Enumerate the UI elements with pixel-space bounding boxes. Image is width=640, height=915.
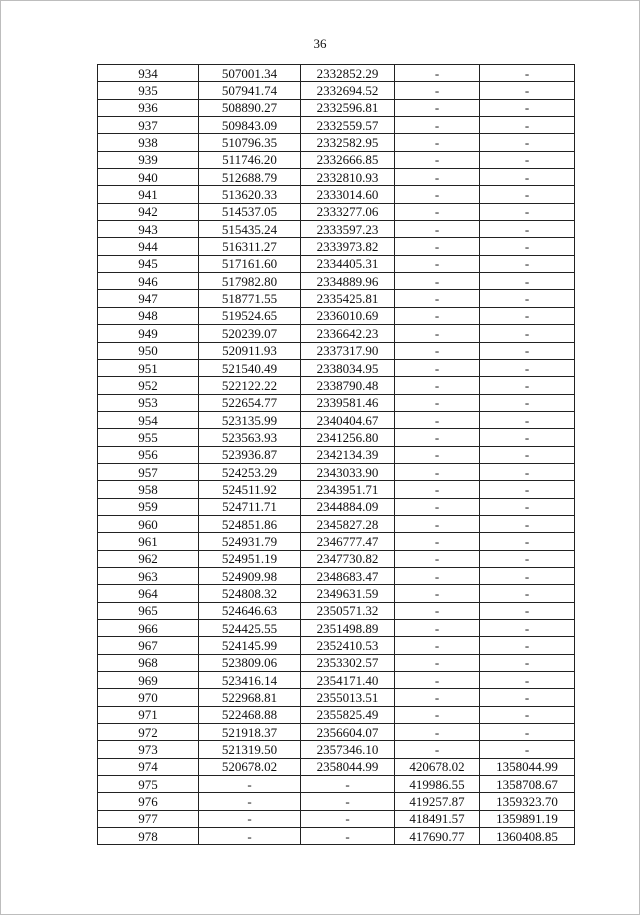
coord-x2-cell: - <box>395 498 480 515</box>
coord-x1-cell: 517161.60 <box>199 255 301 272</box>
point-number-cell: 934 <box>98 65 199 82</box>
coord-y1-cell: 2345827.28 <box>301 515 395 532</box>
coord-y2-cell: - <box>480 672 575 689</box>
coord-x1-cell: - <box>199 776 301 793</box>
point-number-cell: 937 <box>98 117 199 134</box>
coord-x1-cell: - <box>199 828 301 845</box>
coord-y2-cell: - <box>480 689 575 706</box>
point-number-cell: 953 <box>98 394 199 411</box>
coord-x2-cell: - <box>395 637 480 654</box>
coord-x2-cell: - <box>395 290 480 307</box>
table-row <box>98 446 575 463</box>
coord-x2-cell: - <box>395 672 480 689</box>
coord-x2-cell: - <box>395 273 480 290</box>
point-number-cell: 956 <box>98 446 199 463</box>
table-row <box>98 550 575 567</box>
point-number-cell: 938 <box>98 134 199 151</box>
point-number-cell: 966 <box>98 620 199 637</box>
point-number-cell: 944 <box>98 238 199 255</box>
point-number-cell: 946 <box>98 273 199 290</box>
coord-y2-cell: - <box>480 238 575 255</box>
coord-y1-cell: - <box>301 828 395 845</box>
coord-y2-cell: - <box>480 481 575 498</box>
table-row <box>98 758 575 775</box>
coord-y1-cell: 2339581.46 <box>301 394 395 411</box>
point-number-cell: 957 <box>98 463 199 480</box>
table-row <box>98 567 575 584</box>
coord-x1-cell: 516311.27 <box>199 238 301 255</box>
coord-x1-cell: 515435.24 <box>199 221 301 238</box>
point-number-cell: 965 <box>98 602 199 619</box>
coord-y1-cell: 2343033.90 <box>301 463 395 480</box>
coord-x2-cell: - <box>395 533 480 550</box>
coord-x2-cell: - <box>395 654 480 671</box>
coord-x2-cell: - <box>395 481 480 498</box>
coord-x2-cell: - <box>395 65 480 82</box>
coord-y2-cell: - <box>480 706 575 723</box>
table-row <box>98 637 575 654</box>
coord-x1-cell: 522122.22 <box>199 377 301 394</box>
coord-y1-cell: 2355825.49 <box>301 706 395 723</box>
point-number-cell: 954 <box>98 411 199 428</box>
coord-x2-cell: - <box>395 325 480 342</box>
coord-x2-cell: - <box>395 446 480 463</box>
table-row <box>98 117 575 134</box>
coord-y1-cell: 2334889.96 <box>301 273 395 290</box>
coord-y2-cell: - <box>480 325 575 342</box>
coord-y1-cell: 2350571.32 <box>301 602 395 619</box>
coord-x1-cell: 524951.19 <box>199 550 301 567</box>
coord-x1-cell: 507001.34 <box>199 65 301 82</box>
coord-x1-cell: 524909.98 <box>199 567 301 584</box>
coord-x2-cell: - <box>395 550 480 567</box>
coord-y2-cell: 1358044.99 <box>480 758 575 775</box>
point-number-cell: 943 <box>98 221 199 238</box>
point-number-cell: 971 <box>98 706 199 723</box>
point-number-cell: 952 <box>98 377 199 394</box>
coord-x1-cell: 524646.63 <box>199 602 301 619</box>
coord-y2-cell: - <box>480 273 575 290</box>
table-row <box>98 585 575 602</box>
coord-x2-cell: - <box>395 169 480 186</box>
point-number-cell: 935 <box>98 82 199 99</box>
point-number-cell: 936 <box>98 99 199 116</box>
table-row <box>98 238 575 255</box>
coord-x1-cell: 523809.06 <box>199 654 301 671</box>
coord-y2-cell: - <box>480 533 575 550</box>
coord-y1-cell: 2332852.29 <box>301 65 395 82</box>
coord-x2-cell: 419986.55 <box>395 776 480 793</box>
coord-y2-cell: - <box>480 654 575 671</box>
table-row <box>98 810 575 827</box>
table-row <box>98 741 575 758</box>
coord-y1-cell: 2336010.69 <box>301 307 395 324</box>
point-number-cell: 963 <box>98 567 199 584</box>
coord-x2-cell: - <box>395 151 480 168</box>
coord-y2-cell: - <box>480 394 575 411</box>
coord-y1-cell: 2333973.82 <box>301 238 395 255</box>
coord-x1-cell: 524511.92 <box>199 481 301 498</box>
coord-x2-cell: - <box>395 602 480 619</box>
table-row <box>98 342 575 359</box>
point-number-cell: 973 <box>98 741 199 758</box>
coord-y1-cell: 2344884.09 <box>301 498 395 515</box>
table-row <box>98 411 575 428</box>
coord-x2-cell: - <box>395 117 480 134</box>
coord-y1-cell: 2341256.80 <box>301 429 395 446</box>
point-number-cell: 961 <box>98 533 199 550</box>
coord-x1-cell: 523416.14 <box>199 672 301 689</box>
coord-x1-cell: 512688.79 <box>199 169 301 186</box>
coord-x2-cell: - <box>395 515 480 532</box>
coord-y1-cell: 2335425.81 <box>301 290 395 307</box>
table-row <box>98 828 575 845</box>
coord-x1-cell: 524253.29 <box>199 463 301 480</box>
table-row <box>98 793 575 810</box>
table-row <box>98 359 575 376</box>
table-row <box>98 377 575 394</box>
table-row <box>98 151 575 168</box>
coord-x1-cell: 524808.32 <box>199 585 301 602</box>
coord-y2-cell: - <box>480 151 575 168</box>
table-row <box>98 255 575 272</box>
point-number-cell: 967 <box>98 637 199 654</box>
coord-x2-cell: - <box>395 82 480 99</box>
coord-y1-cell: 2358044.99 <box>301 758 395 775</box>
table-row <box>98 394 575 411</box>
coord-y2-cell: - <box>480 203 575 220</box>
point-number-cell: 950 <box>98 342 199 359</box>
coord-y2-cell: - <box>480 429 575 446</box>
table-row <box>98 515 575 532</box>
table-row <box>98 776 575 793</box>
point-number-cell: 948 <box>98 307 199 324</box>
coord-x1-cell: - <box>199 810 301 827</box>
table-row <box>98 325 575 342</box>
coord-y2-cell: - <box>480 620 575 637</box>
point-number-cell: 975 <box>98 776 199 793</box>
point-number-cell: 960 <box>98 515 199 532</box>
table-row <box>98 689 575 706</box>
point-number-cell: 959 <box>98 498 199 515</box>
coord-y2-cell: - <box>480 585 575 602</box>
coord-x2-cell: - <box>395 741 480 758</box>
coord-y1-cell: 2351498.89 <box>301 620 395 637</box>
table-row <box>98 672 575 689</box>
coord-x2-cell: - <box>395 203 480 220</box>
point-number-cell: 969 <box>98 672 199 689</box>
coord-y2-cell: - <box>480 741 575 758</box>
coord-x1-cell: 522654.77 <box>199 394 301 411</box>
coord-x1-cell: 524851.86 <box>199 515 301 532</box>
coord-y2-cell: - <box>480 99 575 116</box>
coord-x2-cell: - <box>395 706 480 723</box>
coord-y1-cell: 2334405.31 <box>301 255 395 272</box>
coord-x1-cell: 522968.81 <box>199 689 301 706</box>
table-row <box>98 65 575 82</box>
point-number-cell: 949 <box>98 325 199 342</box>
coord-x2-cell: 419257.87 <box>395 793 480 810</box>
coord-y1-cell: 2357346.10 <box>301 741 395 758</box>
point-number-cell: 968 <box>98 654 199 671</box>
page-number: 36 <box>313 36 327 51</box>
coord-x1-cell: 520678.02 <box>199 758 301 775</box>
table-row <box>98 429 575 446</box>
coord-y1-cell: - <box>301 776 395 793</box>
coord-y1-cell: 2332810.93 <box>301 169 395 186</box>
coord-x2-cell: - <box>395 307 480 324</box>
coord-x1-cell: 524931.79 <box>199 533 301 550</box>
coord-y2-cell: - <box>480 567 575 584</box>
table-row <box>98 620 575 637</box>
coord-x1-cell: 508890.27 <box>199 99 301 116</box>
coord-y2-cell: 1358708.67 <box>480 776 575 793</box>
table-row <box>98 724 575 741</box>
coord-x1-cell: 521540.49 <box>199 359 301 376</box>
coord-y1-cell: 2355013.51 <box>301 689 395 706</box>
coord-x2-cell: - <box>395 585 480 602</box>
coord-x2-cell: - <box>395 411 480 428</box>
point-number-cell: 955 <box>98 429 199 446</box>
coord-x2-cell: 417690.77 <box>395 828 480 845</box>
coord-y1-cell: 2346777.47 <box>301 533 395 550</box>
coord-y2-cell: - <box>480 463 575 480</box>
coord-y2-cell: - <box>480 221 575 238</box>
coord-x2-cell: - <box>395 134 480 151</box>
coord-x1-cell: 524711.71 <box>199 498 301 515</box>
coord-y2-cell: - <box>480 117 575 134</box>
coord-y2-cell: - <box>480 359 575 376</box>
point-number-cell: 976 <box>98 793 199 810</box>
coord-x1-cell: 517982.80 <box>199 273 301 290</box>
table-row <box>98 533 575 550</box>
point-number-cell: 972 <box>98 724 199 741</box>
coord-y1-cell: 2338034.95 <box>301 359 395 376</box>
coord-y1-cell: 2332666.85 <box>301 151 395 168</box>
coord-y1-cell: 2340404.67 <box>301 411 395 428</box>
coord-x1-cell: 520911.93 <box>199 342 301 359</box>
point-number-cell: 974 <box>98 758 199 775</box>
coord-x1-cell: 511746.20 <box>199 151 301 168</box>
coord-x2-cell: 418491.57 <box>395 810 480 827</box>
point-number-cell: 977 <box>98 810 199 827</box>
table-row <box>98 498 575 515</box>
coord-y2-cell: - <box>480 82 575 99</box>
point-number-cell: 978 <box>98 828 199 845</box>
point-number-cell: 939 <box>98 151 199 168</box>
coord-x2-cell: 420678.02 <box>395 758 480 775</box>
coord-y2-cell: - <box>480 515 575 532</box>
point-number-cell: 942 <box>98 203 199 220</box>
coord-y2-cell: - <box>480 724 575 741</box>
coord-x1-cell: 520239.07 <box>199 325 301 342</box>
coord-x1-cell: 521918.37 <box>199 724 301 741</box>
coord-x2-cell: - <box>395 689 480 706</box>
coord-x1-cell: 521319.50 <box>199 741 301 758</box>
coord-y1-cell: 2352410.53 <box>301 637 395 654</box>
coord-y2-cell: - <box>480 134 575 151</box>
point-number-cell: 940 <box>98 169 199 186</box>
coord-x2-cell: - <box>395 724 480 741</box>
coord-y2-cell: - <box>480 186 575 203</box>
coord-y2-cell: - <box>480 290 575 307</box>
coord-y1-cell: 2354171.40 <box>301 672 395 689</box>
coord-x1-cell: 523936.87 <box>199 446 301 463</box>
coord-y1-cell: 2347730.82 <box>301 550 395 567</box>
point-number-cell: 962 <box>98 550 199 567</box>
coord-x2-cell: - <box>395 255 480 272</box>
coord-y1-cell: 2332694.52 <box>301 82 395 99</box>
table-row <box>98 706 575 723</box>
coordinate-table <box>97 64 575 845</box>
table-row <box>98 481 575 498</box>
coord-x2-cell: - <box>395 342 480 359</box>
table-row <box>98 82 575 99</box>
coord-x2-cell: - <box>395 567 480 584</box>
coord-y1-cell: 2337317.90 <box>301 342 395 359</box>
coord-y2-cell: - <box>480 169 575 186</box>
coord-y2-cell: - <box>480 65 575 82</box>
coord-y1-cell: 2342134.39 <box>301 446 395 463</box>
coord-y1-cell: - <box>301 793 395 810</box>
point-number-cell: 941 <box>98 186 199 203</box>
coord-x1-cell: 524425.55 <box>199 620 301 637</box>
coord-x1-cell: 519524.65 <box>199 307 301 324</box>
point-number-cell: 964 <box>98 585 199 602</box>
table-row <box>98 203 575 220</box>
coord-y2-cell: - <box>480 307 575 324</box>
coord-y2-cell: - <box>480 342 575 359</box>
table-row <box>98 654 575 671</box>
coord-x1-cell: 507941.74 <box>199 82 301 99</box>
coord-y2-cell: - <box>480 446 575 463</box>
coord-x1-cell: 524145.99 <box>199 637 301 654</box>
table-row <box>98 290 575 307</box>
coord-y2-cell: 1359323.70 <box>480 793 575 810</box>
table-row <box>98 99 575 116</box>
coord-y1-cell: 2343951.71 <box>301 481 395 498</box>
table-row <box>98 602 575 619</box>
coord-y1-cell: 2332596.81 <box>301 99 395 116</box>
coord-x2-cell: - <box>395 377 480 394</box>
coord-x1-cell: 510796.35 <box>199 134 301 151</box>
coord-y2-cell: - <box>480 411 575 428</box>
table-row <box>98 169 575 186</box>
coord-y1-cell: - <box>301 810 395 827</box>
coord-x1-cell: 509843.09 <box>199 117 301 134</box>
point-number-cell: 958 <box>98 481 199 498</box>
table-row <box>98 221 575 238</box>
coord-x1-cell: 523563.93 <box>199 429 301 446</box>
coord-x1-cell: 518771.55 <box>199 290 301 307</box>
table-row <box>98 134 575 151</box>
coord-x2-cell: - <box>395 620 480 637</box>
coord-y1-cell: 2332582.95 <box>301 134 395 151</box>
coordinate-table-body <box>98 65 575 845</box>
coord-x1-cell: - <box>199 793 301 810</box>
table-row <box>98 186 575 203</box>
coord-y2-cell: - <box>480 377 575 394</box>
coord-x1-cell: 513620.33 <box>199 186 301 203</box>
coord-y1-cell: 2333014.60 <box>301 186 395 203</box>
coord-x1-cell: 523135.99 <box>199 411 301 428</box>
coord-y1-cell: 2333277.06 <box>301 203 395 220</box>
coord-y2-cell: - <box>480 255 575 272</box>
table-row <box>98 273 575 290</box>
coord-x2-cell: - <box>395 99 480 116</box>
coord-x1-cell: 514537.05 <box>199 203 301 220</box>
coord-y2-cell: 1360408.85 <box>480 828 575 845</box>
coord-y2-cell: - <box>480 602 575 619</box>
coord-y2-cell: - <box>480 498 575 515</box>
table-row <box>98 307 575 324</box>
coord-y1-cell: 2338790.48 <box>301 377 395 394</box>
coord-x2-cell: - <box>395 429 480 446</box>
point-number-cell: 945 <box>98 255 199 272</box>
coord-x2-cell: - <box>395 186 480 203</box>
coord-y2-cell: - <box>480 637 575 654</box>
coord-y1-cell: 2336642.23 <box>301 325 395 342</box>
coord-y1-cell: 2348683.47 <box>301 567 395 584</box>
coord-x2-cell: - <box>395 394 480 411</box>
coord-y1-cell: 2356604.07 <box>301 724 395 741</box>
point-number-cell: 947 <box>98 290 199 307</box>
coord-y2-cell: - <box>480 550 575 567</box>
coord-y1-cell: 2353302.57 <box>301 654 395 671</box>
coord-y1-cell: 2349631.59 <box>301 585 395 602</box>
coord-y1-cell: 2333597.23 <box>301 221 395 238</box>
coord-y1-cell: 2332559.57 <box>301 117 395 134</box>
coord-y2-cell: 1359891.19 <box>480 810 575 827</box>
coord-x2-cell: - <box>395 359 480 376</box>
coord-x2-cell: - <box>395 463 480 480</box>
point-number-cell: 951 <box>98 359 199 376</box>
point-number-cell: 970 <box>98 689 199 706</box>
table-row <box>98 463 575 480</box>
coord-x1-cell: 522468.88 <box>199 706 301 723</box>
coord-x2-cell: - <box>395 238 480 255</box>
coord-x2-cell: - <box>395 221 480 238</box>
